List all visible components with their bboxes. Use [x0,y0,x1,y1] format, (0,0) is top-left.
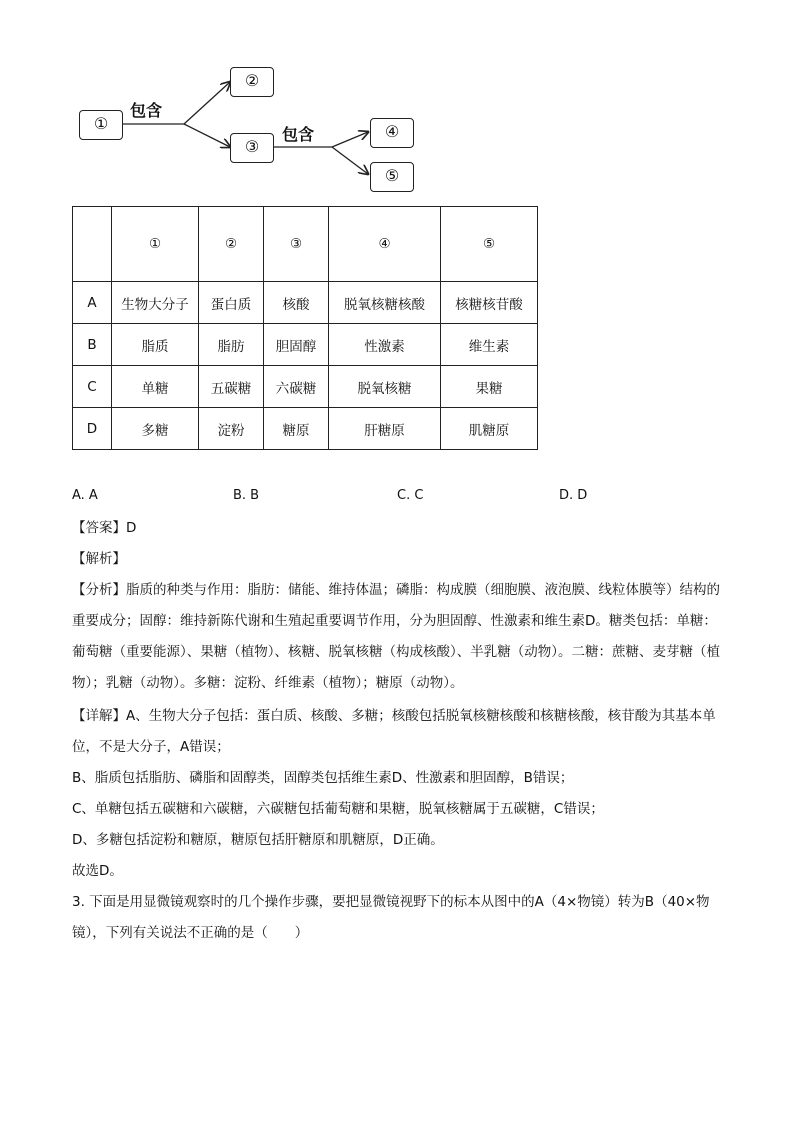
detail-paragraph-c: C、单糖包括五碳糖和六碳糖，六碳糖包括葡萄糖和果糖，脱氧核糖属于五碳糖，C错误； [72,801,604,817]
options-table [72,206,538,450]
table-header-cell: ⑤ [441,207,538,282]
table-header-cell: ① [112,207,199,282]
node-1: ① [79,110,123,140]
detail-paragraph-d: D、多糖包括淀粉和糖原，糖原包括肝糖原和肌糖原，D正确。 [72,832,444,848]
choice-c: C. C [397,488,424,503]
table-cell: D [73,408,112,450]
table-cell: 肝糖原 [329,408,441,450]
table-header-cell: ④ [329,207,441,282]
node-2: ② [230,67,274,97]
table-cell: 五碳糖 [199,366,264,408]
table-cell: 胆固醇 [264,324,329,366]
table-row [73,324,538,366]
table-cell: 淀粉 [199,408,264,450]
table-cell: B [73,324,112,366]
table-cell: 脱氧核糖核酸 [329,282,441,324]
choice-a: A. A [72,488,98,503]
table-cell: 多糖 [112,408,199,450]
detail-paragraph-a: 【详解】A、生物大分子包括：蛋白质、核酸、多糖；核酸包括脱氧核糖核酸和核糖核酸，核苷酸为其基本单位，不是大分子，A错误； [72,708,716,755]
table-header-row [73,207,538,282]
table-row [73,366,538,408]
table-cell: 脂肪 [199,324,264,366]
inclusion-diagram [70,60,430,200]
table-cell: 生物大分子 [112,282,199,324]
analysis-paragraph: 【分析】脂质的种类与作用：脂肪：储能、维持体温；磷脂：构成膜（细胞膜、液泡膜、线粒体膜等）结构的重要成分；固醇：维持新陈代谢和生殖起重要调节作用，分为胆固醇、性激素和维生素D。糖类包括：单糖：葡萄糖（重要能源）、果糖（植物）、核糖、脱氧核糖（构成核酸）、半乳糖（动物）。二糖：蔗糖、麦芽糖（植物）；乳糖（动物）。多糖：淀粉、纤维素（植物）；糖原（动物）。 [72,582,720,691]
table-cell: 性激素 [329,324,441,366]
question-3: 3. 下面是用显微镜观察时的几个操作步骤，要把显微镜视野下的标本从图中的A（4×物镜）转为B（40×物镜），下列有关说法不正确的是（ ） [72,894,710,941]
table-cell: 六碳糖 [264,366,329,408]
table-cell: A [73,282,112,324]
analysis-heading: 【解析】 [72,551,126,567]
table-cell: 蛋白质 [199,282,264,324]
table-cell: 果糖 [441,366,538,408]
choice-b: B. B [233,488,260,503]
table-cell: 糖原 [264,408,329,450]
table-cell: 脂质 [112,324,199,366]
choice-d: D. D [559,488,588,503]
table-cell: 核糖核苷酸 [441,282,538,324]
table-row [73,408,538,450]
table-cell: 单糖 [112,366,199,408]
table-header-cell: ② [199,207,264,282]
table-cell: 脱氧核糖 [329,366,441,408]
edge-label-contains-1: 包含 [130,101,163,120]
table-header-cell [73,207,112,282]
answer-line: 【答案】D [72,520,137,536]
detail-paragraph-b: B、脂质包括脂肪、磷脂和固醇类，固醇类包括维生素D、性激素和胆固醇，B错误； [72,770,574,786]
node-5: ⑤ [370,162,414,192]
conclusion-line: 故选D。 [72,863,123,879]
table-cell: C [73,366,112,408]
node-4: ④ [370,118,414,148]
table-row [73,282,538,324]
table-cell: 核酸 [264,282,329,324]
node-3: ③ [230,133,274,163]
edge-label-contains-2: 包含 [282,125,315,144]
table-header-cell: ③ [264,207,329,282]
table-cell: 维生素 [441,324,538,366]
table-cell: 肌糖原 [441,408,538,450]
